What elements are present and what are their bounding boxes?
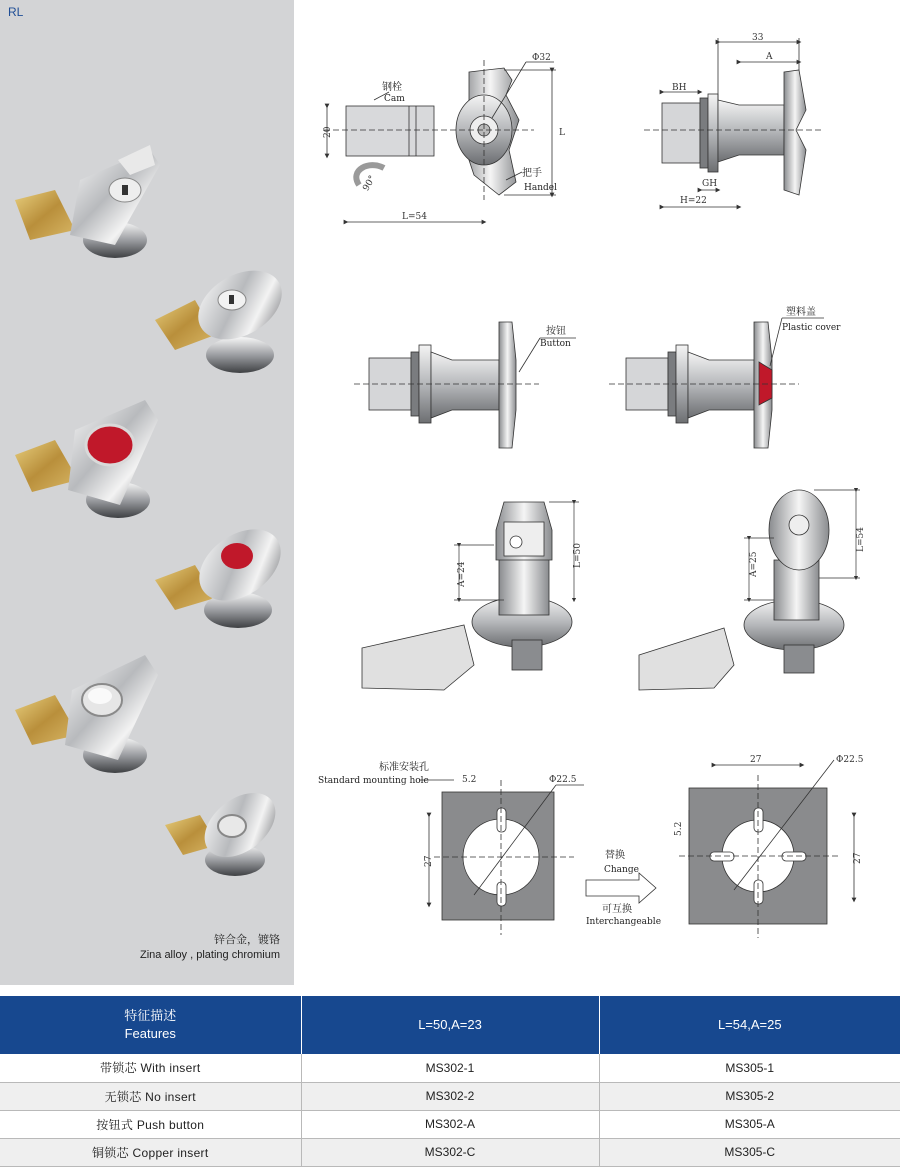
row-feature: 无锁芯 No insert xyxy=(0,1082,301,1110)
label-plastic-cover-cn: 塑料盖 xyxy=(786,307,816,318)
row-feature: 铜锁芯 Copper insert xyxy=(0,1138,301,1166)
label-diameter-32: Φ32 xyxy=(532,53,551,63)
drawing-alternate-hole xyxy=(679,760,854,938)
row-model-1: MS302-2 xyxy=(301,1082,599,1110)
label-change-cn: 替换 xyxy=(605,850,625,861)
product-red-button-large xyxy=(15,400,158,518)
drawing-canvas xyxy=(294,0,900,985)
drawing-top-view xyxy=(324,60,556,222)
row-model-2: MS305-2 xyxy=(599,1082,900,1110)
label-dim-A: A xyxy=(766,52,773,62)
label-length-54: L=54 xyxy=(402,212,427,222)
change-arrow xyxy=(586,873,656,903)
series-code: RL xyxy=(8,5,24,19)
label-alt-5-2: 5.2 xyxy=(674,821,684,836)
drawing-3d-wing-handle xyxy=(362,502,572,690)
product-push-button-small xyxy=(165,780,288,876)
header-features xyxy=(0,996,301,1054)
row-model-2: MS305-A xyxy=(599,1110,900,1138)
material-note xyxy=(140,933,280,963)
label-A24: A=24 xyxy=(457,561,467,587)
row-model-1: MS302-A xyxy=(301,1110,599,1138)
drawing-3d-t-handle xyxy=(639,490,844,690)
drawing-standard-hole xyxy=(419,780,584,935)
label-interchangeable-en: Interchangeable xyxy=(586,917,662,927)
table-row xyxy=(0,1110,900,1138)
label-cam-cn: 钢栓 xyxy=(382,82,402,93)
label-hole-cn: 标准安装孔 xyxy=(379,762,429,773)
table-row xyxy=(0,1082,900,1110)
label-dim-BH: BH xyxy=(672,83,687,93)
product-with-insert-small xyxy=(155,257,294,373)
label-plastic-cover-en: Plastic cover xyxy=(782,323,841,333)
product-with-insert-large xyxy=(15,145,160,258)
label-L50: L=50 xyxy=(573,543,583,568)
row-feature: 带锁芯 With insert xyxy=(0,1054,301,1082)
label-dim-5-2: 5.2 xyxy=(462,775,477,785)
material-en: Zina alloy , plating chromium xyxy=(139,949,280,961)
label-dim-33: 33 xyxy=(752,33,764,43)
label-alt-27: 27 xyxy=(750,755,762,765)
material-cn: 锌合金，镀铬 xyxy=(214,934,280,946)
label-dim-22-5: Φ22.5 xyxy=(549,775,577,785)
product-push-button-large xyxy=(15,655,158,773)
drawing-plastic-cover-side xyxy=(609,318,824,448)
label-cam-en: Cam xyxy=(384,94,405,104)
label-hole-en: Standard mounting hole xyxy=(318,776,429,786)
label-dim-20: 20 xyxy=(323,126,333,138)
product-red-button-small xyxy=(155,515,294,628)
product-photo-panel xyxy=(0,0,294,985)
spec-table xyxy=(0,996,900,1167)
label-alt-22-5: Φ22.5 xyxy=(836,755,864,765)
label-handle-en: Handel xyxy=(524,183,557,193)
label-length-L: L xyxy=(559,128,565,138)
label-button-cn: 按钮 xyxy=(546,326,566,337)
row-model-2: MS305-C xyxy=(599,1138,900,1166)
label-A25: A=25 xyxy=(749,551,759,577)
label-interchangeable-cn: 可互换 xyxy=(602,904,632,915)
row-model-1: MS302-C xyxy=(301,1138,599,1166)
label-dim-27: 27 xyxy=(424,855,434,867)
row-model-1: MS302-1 xyxy=(301,1054,599,1082)
technical-drawings xyxy=(294,0,900,985)
row-feature: 按钮式 Push button xyxy=(0,1110,301,1138)
header-features-cn: 特征描述 xyxy=(124,1008,177,1023)
label-dim-GH: GH xyxy=(702,179,718,189)
label-handle-cn: 把手 xyxy=(522,168,542,179)
label-L54b: L=54 xyxy=(856,527,866,552)
drawing-side-view xyxy=(644,38,824,207)
label-button-en: Button xyxy=(540,339,571,349)
table-row xyxy=(0,1054,900,1082)
spec-table-header xyxy=(0,996,900,1054)
label-angle-90: 90° xyxy=(361,174,379,193)
product-photos xyxy=(0,0,294,985)
table-row xyxy=(0,1138,900,1166)
row-model-2: MS305-1 xyxy=(599,1054,900,1082)
header-col2: L=54,A=25 xyxy=(599,996,900,1054)
header-features-en: Features xyxy=(124,1026,176,1041)
label-change-en: Change xyxy=(604,865,639,875)
label-alt-27v: 27 xyxy=(853,852,863,864)
header-col1: L=50,A=23 xyxy=(301,996,599,1054)
label-dim-H22: H=22 xyxy=(680,196,707,206)
